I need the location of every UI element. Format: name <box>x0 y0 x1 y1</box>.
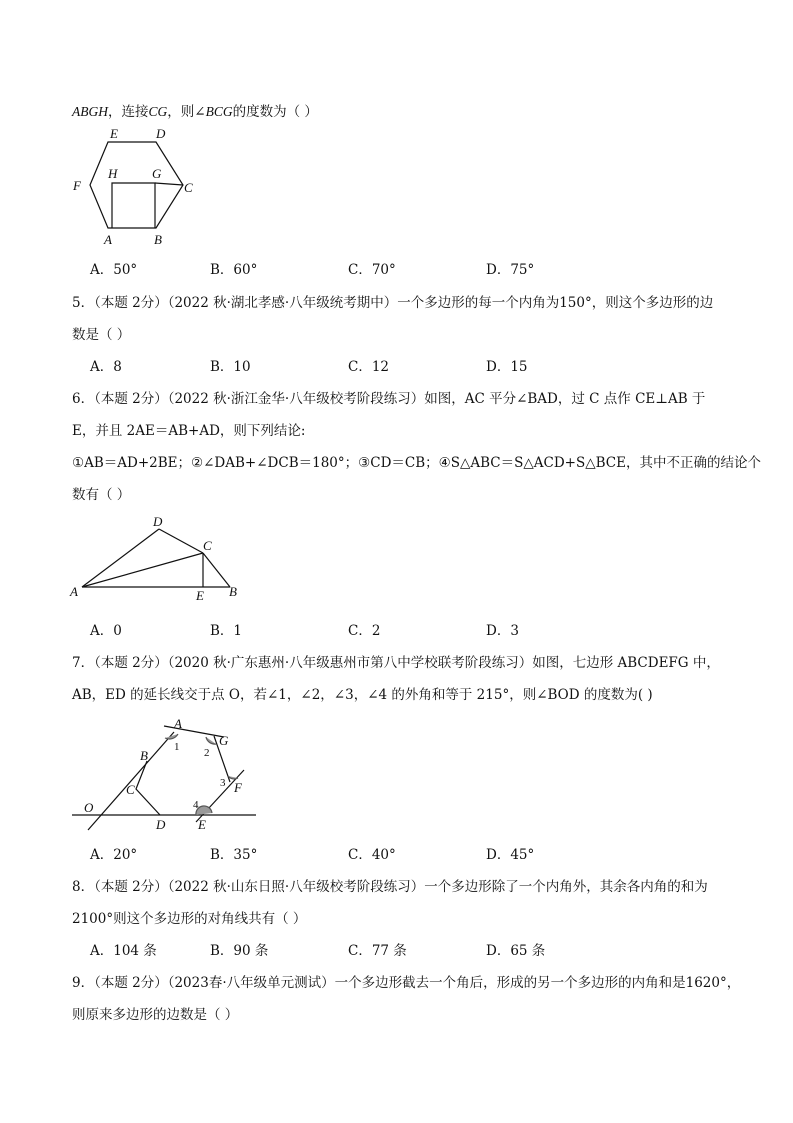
q6-segment-ac <box>82 553 203 587</box>
q7-segment-bcd <box>136 761 160 815</box>
q8-option-a[interactable]: A．104 条 <box>90 943 157 959</box>
q7-label-b: B <box>140 748 148 763</box>
q4-then-text: ，则∠ <box>167 104 206 120</box>
q7-label-f: F <box>234 780 242 795</box>
q4-option-c[interactable]: C．70° <box>348 262 396 278</box>
q7-option-b[interactable]: B．35° <box>210 847 258 863</box>
q4-segment-name: CG <box>148 104 168 119</box>
q6-line-1: 6．（本题 2分）（2022 秋·浙江金华·八年级校考阶段练习）如图，AC 平分∠BAD，过 C 点作 CE⊥AB 于 <box>72 391 706 407</box>
q4-hexagon-figure <box>66 128 206 250</box>
q6-segment-cb <box>203 553 230 587</box>
q4-square-name: ABGH <box>72 104 108 119</box>
q4-connect-text: ，连接 <box>108 104 149 120</box>
q5-option-c[interactable]: C．12 <box>348 359 390 375</box>
q7-label-e: E <box>198 817 206 832</box>
q4-label-d: D <box>156 128 166 141</box>
q5-line-1: 5．（本题 2分）（2022 秋·湖北孝感·八年级统考期中）一个多边形的每一个内角为150°，则这个多边形的边 <box>72 295 714 311</box>
q4-label-f: F <box>73 178 81 193</box>
q6-triangle-figure <box>66 512 256 604</box>
q7-option-c[interactable]: C．40° <box>348 847 396 863</box>
q8-option-d[interactable]: D．65 条 <box>486 943 546 959</box>
q4-label-c: C <box>184 180 193 195</box>
q5-option-d[interactable]: D．15 <box>486 359 528 375</box>
q7-option-a[interactable]: A．20° <box>90 847 138 863</box>
q6-line-2: E，并且 2AE＝AB+AD，则下列结论: <box>72 423 306 439</box>
q6-segment-dc <box>159 529 203 553</box>
q7-angle-label-2: 2 <box>204 747 210 759</box>
q4-label-a: A <box>104 232 112 247</box>
q8-option-c[interactable]: C．77 条 <box>348 943 407 959</box>
q7-line-1: 7．（本题 2分）（2020 秋·广东惠州·八年级惠州市第八中学校联考阶段练习）如图，七边形 ABCDEFG 中， <box>72 655 720 671</box>
q4-label-b: B <box>154 232 162 247</box>
q7-angle-label-4: 4 <box>193 799 199 811</box>
q5-option-b[interactable]: B．10 <box>210 359 251 375</box>
q4-label-g: G <box>152 166 162 181</box>
q7-angle-label-3: 3 <box>220 777 226 789</box>
q4-option-a[interactable]: A．50° <box>90 262 138 278</box>
q5-line-2: 数是（ ） <box>72 327 131 343</box>
q4-tail-text <box>72 102 318 122</box>
q7-option-d[interactable]: D．45° <box>486 847 535 863</box>
q4-question-end: 的度数为（ ） <box>232 104 318 120</box>
q5-option-a[interactable]: A．8 <box>90 359 122 375</box>
q7-label-a: A <box>174 716 182 731</box>
q6-label-c: C <box>203 538 212 553</box>
q4-label-h: H <box>108 166 118 181</box>
q4-label-e: E <box>110 128 118 141</box>
q6-segment-ad <box>82 529 159 587</box>
q7-label-o: O <box>84 800 94 815</box>
q6-label-a: A <box>70 584 78 599</box>
q6-option-d[interactable]: D．3 <box>486 623 519 639</box>
q7-angle-label-1: 1 <box>174 741 180 753</box>
q9-line-1: 9．（本题 2分）（2023春·八年级单元测试）一个多边形截去一个角后，形成的另一个多边形的内角和是1620°， <box>72 975 741 991</box>
q4-option-b[interactable]: B．60° <box>210 262 258 278</box>
q7-label-d: D <box>156 817 166 832</box>
q8-line-1: 8．（本题 2分）（2022 秋·山东日照·八年级校考阶段练习）一个多边形除了一个内角外，其余各内角的和为 <box>72 879 708 895</box>
q8-option-b[interactable]: B．90 条 <box>210 943 269 959</box>
q9-line-2: 则原来多边形的边数是（ ） <box>72 1007 239 1023</box>
q4-hexagon-shape <box>90 142 183 228</box>
q6-option-c[interactable]: C．2 <box>348 623 381 639</box>
q4-angle-name: BCG <box>205 104 233 119</box>
q4-segment-cg <box>155 183 183 185</box>
q4-option-d[interactable]: D．75° <box>486 262 535 278</box>
q7-segment-ag <box>164 726 224 737</box>
q7-line-2: AB，ED 的延长线交于点 O，若∠1，∠2，∠3，∠4 的外角和等于 215°，则∠BOD 的度数为( ) <box>72 687 653 703</box>
q6-line-3: ①AB＝AD+2BE；②∠DAB+∠DCB＝180°；③CD＝CB；④S△ABC＝S△ACD+S△BCE，其中不正确的结论个 <box>72 455 761 471</box>
q7-heptagon-figure <box>66 712 266 834</box>
q6-label-d: D <box>153 514 163 529</box>
q7-label-g: G <box>219 733 229 748</box>
q6-label-b: B <box>229 584 237 599</box>
q6-label-e: E <box>196 588 204 603</box>
q6-option-a[interactable]: A．0 <box>90 623 122 639</box>
q4-square-shape <box>112 183 155 228</box>
q7-label-c: C <box>126 782 135 797</box>
q6-option-b[interactable]: B．1 <box>210 623 243 639</box>
q6-line-4: 数有（ ） <box>72 487 131 503</box>
q8-line-2: 2100°则这个多边形的对角线共有（ ） <box>72 911 307 927</box>
